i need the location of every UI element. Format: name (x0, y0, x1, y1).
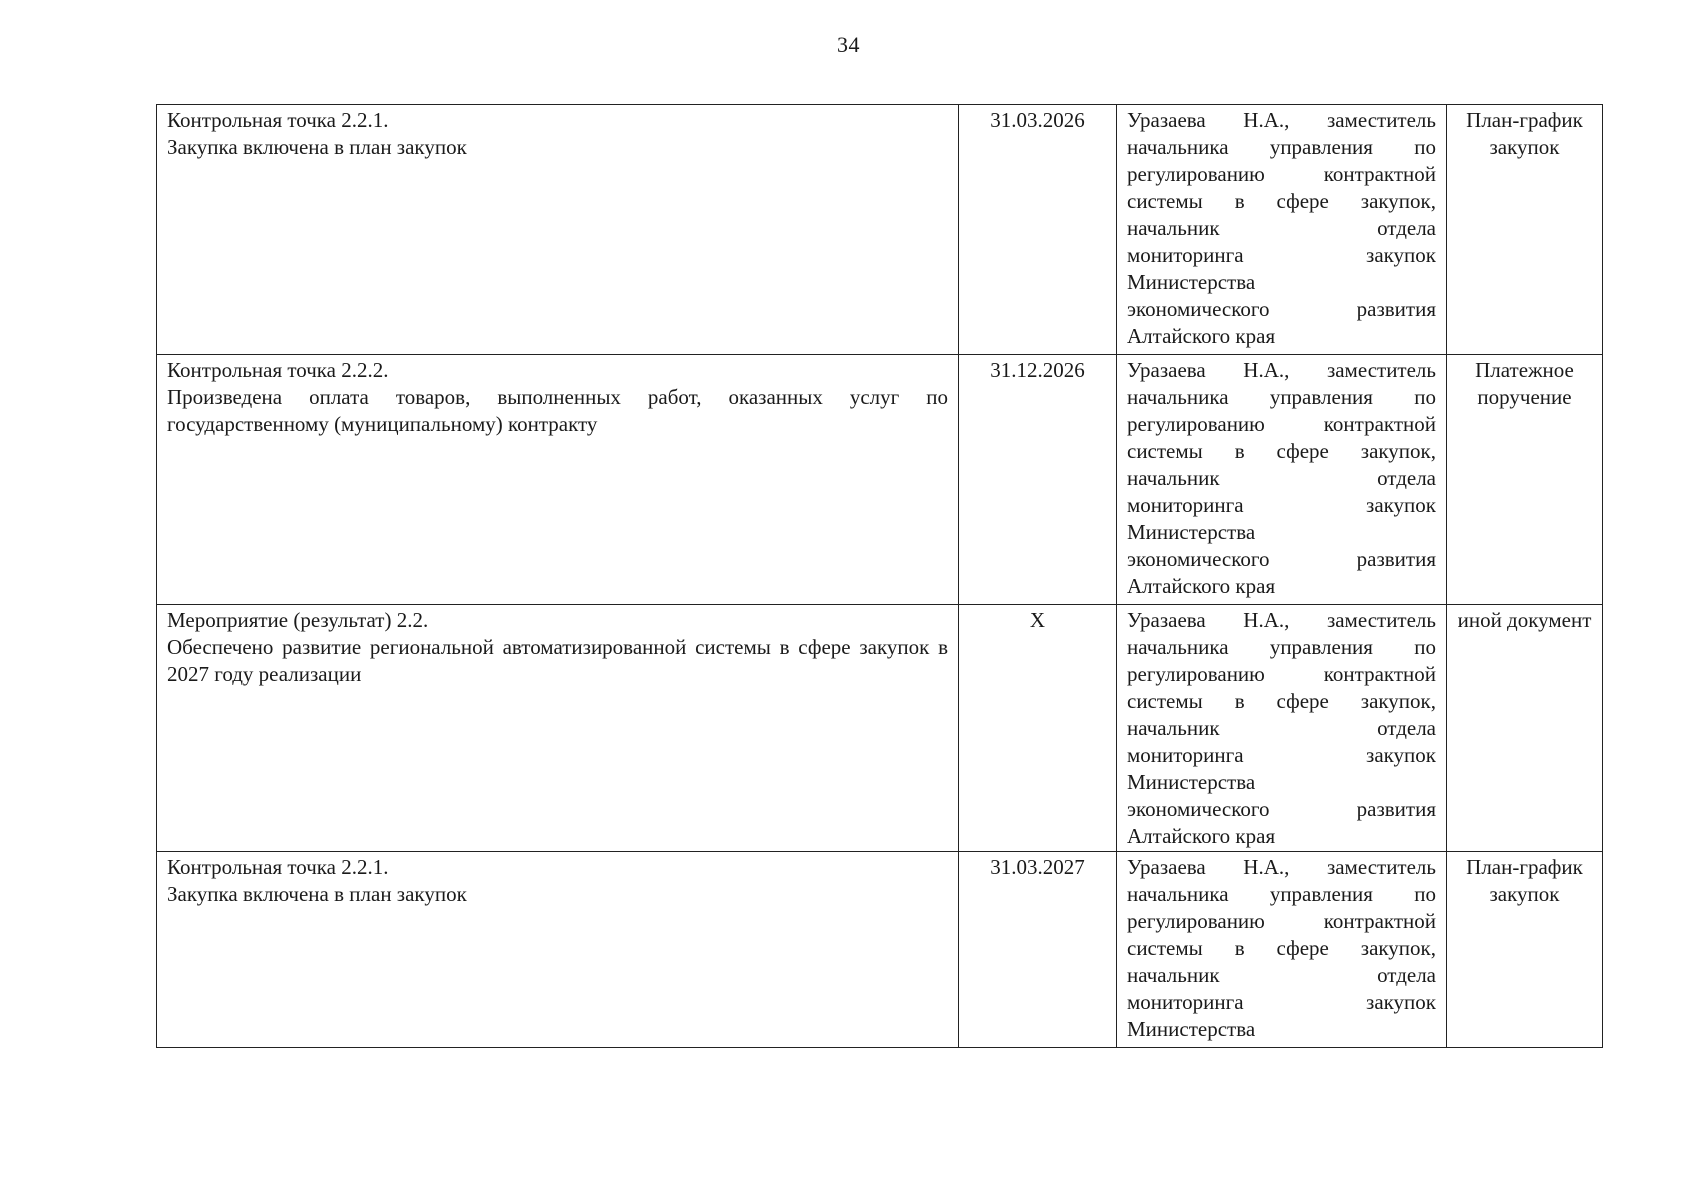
responsible-line: Уразаева Н.А., заместитель (1127, 855, 1436, 879)
responsible-line: Уразаева Н.А., заместитель (1127, 108, 1436, 132)
responsible-line: Министерства (1127, 770, 1256, 794)
item-description: Произведена оплата товаров, выполненных работ, оказанных услуг по государственному (муниципальному) контракту (167, 385, 948, 436)
responsible-line: начальника управления по (1127, 135, 1436, 159)
responsible-line: мониторинга закупок (1127, 990, 1436, 1014)
item-description: Закупка включена в план закупок (167, 135, 467, 159)
responsible-line: начальника управления по (1127, 385, 1436, 409)
item-title: Контрольная точка 2.2.2. (167, 358, 389, 382)
item-document: План-график закупок (1447, 105, 1603, 355)
responsible-line: регулированию контрактной (1127, 909, 1436, 933)
plan-table (156, 104, 1603, 1048)
item-document: Платежное поручение (1447, 355, 1603, 605)
page-number: 34 (837, 32, 860, 57)
responsible-line: мониторинга закупок (1127, 743, 1436, 767)
item-date: 31.03.2027 (959, 852, 1117, 1048)
item-name-cell (157, 355, 959, 605)
item-name-cell (157, 852, 959, 1048)
item-date: 31.12.2026 (959, 355, 1117, 605)
responsible-line: системы в сфере закупок, (1127, 689, 1436, 713)
responsible-line: регулированию контрактной (1127, 162, 1436, 186)
responsible-line: начальник отдела (1127, 216, 1436, 240)
item-title: Контрольная точка 2.2.1. (167, 108, 389, 132)
responsible-line: Алтайского края (1127, 324, 1276, 348)
item-responsible (1117, 605, 1447, 852)
responsible-line: Алтайского края (1127, 824, 1276, 848)
responsible-line: начальник отдела (1127, 716, 1436, 740)
responsible-line: Алтайского края (1127, 574, 1276, 598)
responsible-line: Министерства (1127, 270, 1256, 294)
responsible-line: системы в сфере закупок, (1127, 936, 1436, 960)
table-row (157, 355, 1603, 605)
table-row (157, 105, 1603, 355)
item-description: Обеспечено развитие региональной автоматизированной системы в сфере закупок в 2027 году реализации (167, 635, 948, 686)
responsible-line: начальника управления по (1127, 635, 1436, 659)
table-row (157, 852, 1603, 1048)
responsible-line: Министерства (1127, 520, 1256, 544)
item-title: Мероприятие (результат) 2.2. (167, 608, 429, 632)
responsible-line: начальника управления по (1127, 882, 1436, 906)
item-description: Закупка включена в план закупок (167, 882, 467, 906)
item-name-cell (157, 105, 959, 355)
item-responsible (1117, 852, 1447, 1048)
item-date: X (959, 605, 1117, 852)
table-row (157, 605, 1603, 852)
responsible-line: Уразаева Н.А., заместитель (1127, 608, 1436, 632)
responsible-line: экономического развития (1127, 297, 1436, 321)
item-responsible (1117, 105, 1447, 355)
responsible-line: экономического развития (1127, 547, 1436, 571)
responsible-line: Министерства (1127, 1017, 1256, 1041)
item-document: План-график закупок (1447, 852, 1603, 1048)
item-name-cell (157, 605, 959, 852)
item-document: иной документ (1447, 605, 1603, 852)
item-date: 31.03.2026 (959, 105, 1117, 355)
responsible-line: начальник отдела (1127, 963, 1436, 987)
responsible-line: Уразаева Н.А., заместитель (1127, 358, 1436, 382)
responsible-line: экономического развития (1127, 797, 1436, 821)
responsible-line: начальник отдела (1127, 466, 1436, 490)
item-responsible (1117, 355, 1447, 605)
responsible-line: регулированию контрактной (1127, 412, 1436, 436)
responsible-line: мониторинга закупок (1127, 493, 1436, 517)
responsible-line: системы в сфере закупок, (1127, 439, 1436, 463)
responsible-line: регулированию контрактной (1127, 662, 1436, 686)
responsible-line: мониторинга закупок (1127, 243, 1436, 267)
item-title: Контрольная точка 2.2.1. (167, 855, 389, 879)
responsible-line: системы в сфере закупок, (1127, 189, 1436, 213)
